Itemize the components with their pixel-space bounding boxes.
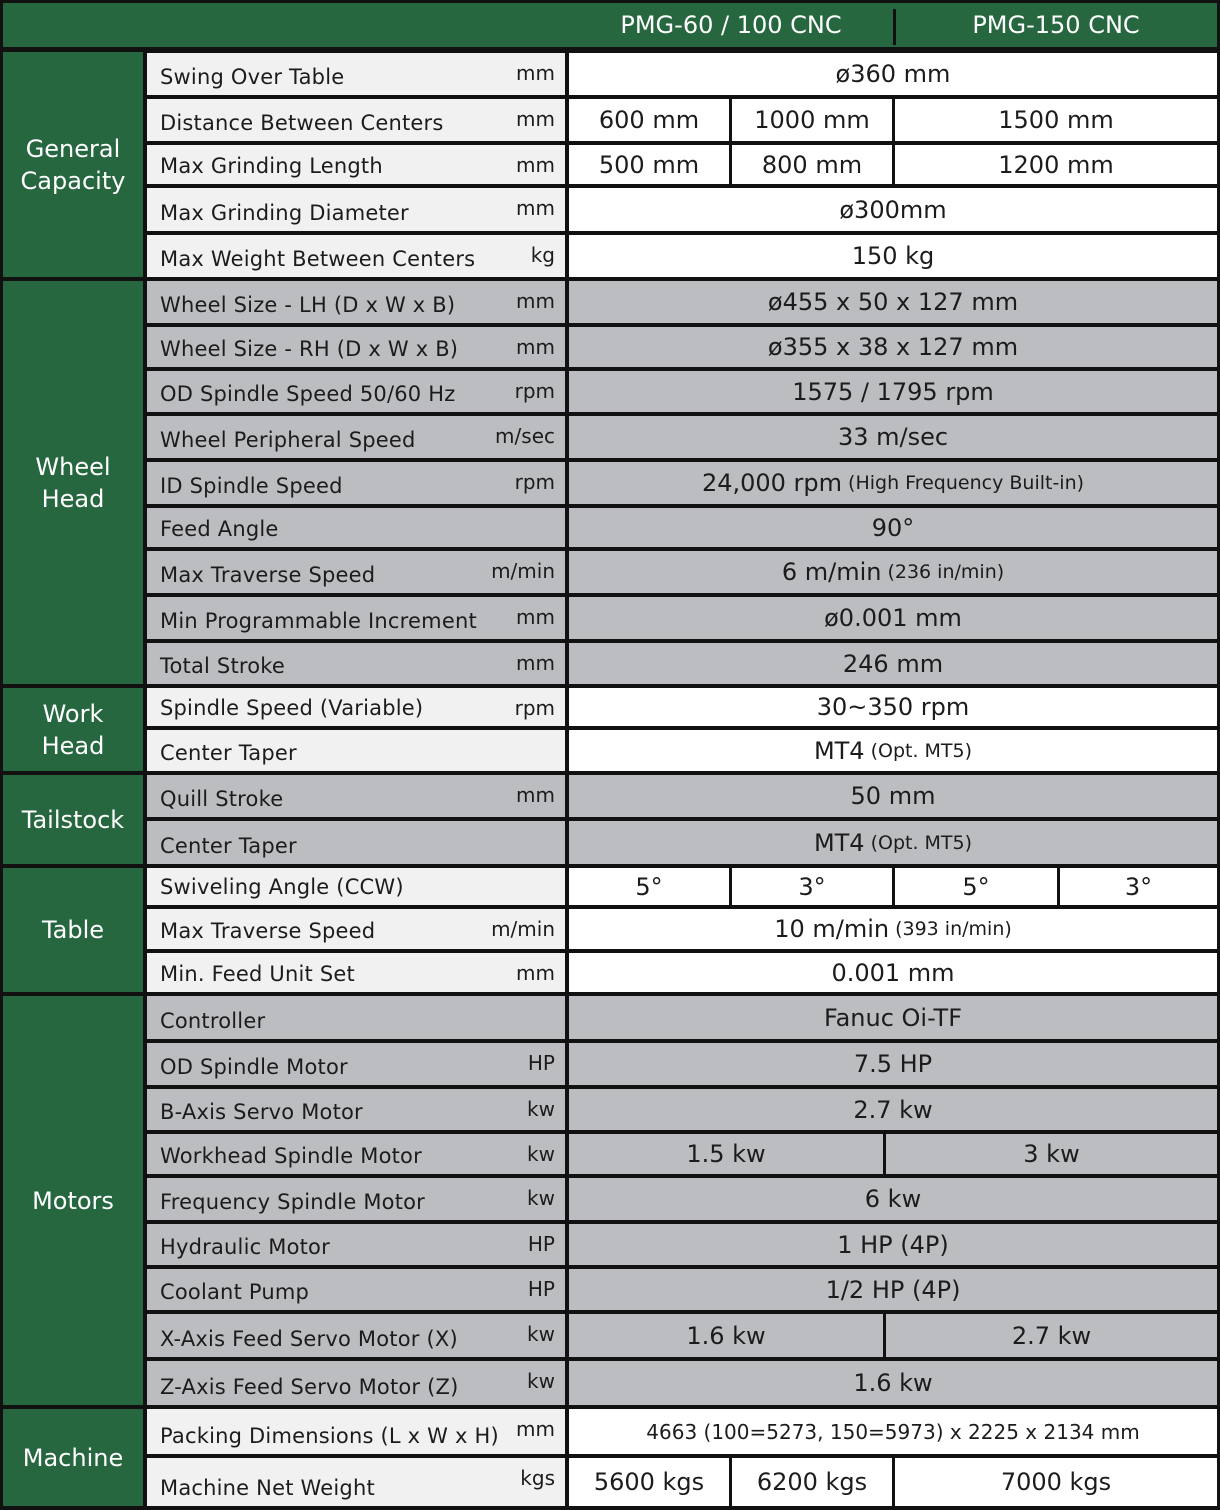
spec-row	[147, 1043, 1217, 1085]
spec-value-cell	[569, 1361, 1217, 1405]
spec-value: 500 mm	[598, 150, 700, 179]
spec-unit: HP	[527, 1051, 555, 1075]
spec-row	[147, 1089, 1217, 1130]
group-label-2: Work Head	[3, 688, 143, 771]
spec-value: 5600 kgs	[593, 1468, 705, 1496]
spec-label-cell	[147, 1409, 565, 1454]
spec-value-cell	[569, 775, 1217, 817]
spec-value: ø355 x 38 x 127 mm	[767, 333, 1019, 361]
spec-value-cell	[569, 730, 1217, 771]
spec-unit: m/sec	[495, 424, 555, 448]
spec-row	[147, 821, 1217, 864]
spec-value-cell	[1057, 868, 1217, 905]
spec-row	[147, 99, 1217, 141]
spec-values	[569, 281, 1217, 323]
spec-row	[147, 551, 1217, 593]
spec-unit: kgs	[520, 1466, 555, 1490]
spec-value: 800 mm	[761, 150, 863, 179]
spec-unit: kw	[527, 1322, 555, 1346]
spec-name: Center Taper	[160, 741, 297, 765]
spec-label-cell	[147, 188, 565, 231]
spec-row	[147, 643, 1217, 684]
spec-label-cell	[147, 1178, 565, 1220]
spec-value-note: (Opt. MT5)	[870, 831, 973, 854]
spec-value-cell	[569, 551, 1217, 593]
spec-unit: mm	[516, 335, 555, 359]
spec-name: Max Grinding Length	[160, 154, 383, 178]
spec-value-cell	[569, 99, 729, 141]
spec-value: 3°	[798, 872, 826, 901]
spec-label-cell	[147, 996, 565, 1039]
spec-label-cell	[147, 551, 565, 593]
spec-values	[569, 821, 1217, 864]
spec-row	[147, 327, 1217, 367]
spec-value: 1200 mm	[998, 150, 1114, 179]
spec-value-cell	[569, 909, 1217, 949]
spec-value: 1500 mm	[998, 106, 1114, 134]
spec-values	[569, 597, 1217, 639]
spec-label-cell	[147, 99, 565, 141]
spec-unit: mm	[516, 1417, 555, 1441]
spec-row	[147, 1224, 1217, 1265]
spec-value-cell	[569, 597, 1217, 639]
spec-name: Min. Feed Unit Set	[160, 962, 355, 986]
spec-value: ø0.001 mm	[824, 604, 962, 632]
spec-row	[147, 1178, 1217, 1220]
spec-value-cell	[892, 868, 1057, 905]
spec-row	[147, 235, 1217, 277]
spec-value: MT4	[813, 736, 865, 765]
spec-value: ø360 mm	[835, 60, 951, 88]
spec-value: Fanuc Oi-TF	[823, 1003, 963, 1032]
spec-value: 10 m/min	[774, 915, 890, 943]
spec-row	[147, 462, 1217, 504]
spec-row	[147, 1269, 1217, 1310]
spec-value-note: (236 in/min)	[887, 561, 1005, 583]
spec-name: Wheel Size - LH (D x W x B)	[160, 293, 456, 317]
spec-label-cell	[147, 1043, 565, 1085]
spec-row	[147, 508, 1217, 547]
spec-value-cell	[569, 281, 1217, 323]
spec-value-cell	[892, 145, 1217, 184]
spec-value-cell	[883, 1134, 1217, 1174]
spec-value: 5°	[962, 872, 990, 901]
spec-value-cell	[729, 145, 892, 184]
spec-values	[569, 188, 1217, 231]
spec-value-cell	[569, 508, 1217, 547]
spec-value: 1575 / 1795 rpm	[792, 377, 994, 406]
spec-unit: mm	[516, 651, 555, 675]
spec-label-cell	[147, 821, 565, 864]
spec-values	[569, 1178, 1217, 1220]
spec-value-cell	[569, 235, 1217, 277]
spec-label-cell	[147, 1361, 565, 1405]
spec-unit: kw	[527, 1369, 555, 1393]
spec-value: 33 m/sec	[837, 423, 949, 451]
spec-values	[569, 1089, 1217, 1130]
spec-values	[569, 996, 1217, 1039]
spec-name: Swing Over Table	[160, 65, 345, 89]
spec-value: 1.6 kw	[853, 1369, 933, 1397]
spec-value: 3°	[1124, 872, 1153, 901]
spec-value-cell	[892, 99, 1217, 141]
spec-row	[147, 953, 1217, 992]
group-label-6: Machine	[3, 1409, 143, 1506]
spec-values	[569, 730, 1217, 771]
spec-name: Packing Dimensions (L x W x H)	[160, 1424, 499, 1448]
spec-values	[569, 1043, 1217, 1085]
spec-value-cell	[569, 371, 1217, 412]
spec-value-cell	[569, 688, 1217, 726]
spec-label-cell	[147, 416, 565, 458]
spec-name: B-Axis Servo Motor	[160, 1100, 363, 1124]
spec-value-cell	[569, 643, 1217, 684]
spec-values	[569, 371, 1217, 412]
spec-unit: kw	[527, 1186, 555, 1210]
spec-value-cell	[569, 821, 1217, 864]
spec-label-cell	[147, 688, 565, 726]
spec-value-cell	[569, 953, 1217, 992]
spec-name: ID Spindle Speed	[160, 474, 343, 498]
spec-unit: mm	[516, 605, 555, 629]
spec-value-cell	[569, 1134, 883, 1174]
group-label-5: Motors	[3, 996, 143, 1405]
spec-label-cell	[147, 1134, 565, 1174]
spec-value-note: (High Frequency Built-in)	[848, 472, 1085, 494]
spec-value: 600 mm	[598, 106, 700, 134]
spec-value: 3 kw	[1023, 1140, 1080, 1168]
spec-label-cell	[147, 235, 565, 277]
spec-row	[147, 145, 1217, 184]
spec-value-cell	[569, 416, 1217, 458]
spec-value-cell	[729, 1458, 892, 1506]
spec-row	[147, 909, 1217, 949]
spec-value: 30~350 rpm	[816, 693, 970, 721]
spec-values	[569, 643, 1217, 684]
spec-value-cell	[569, 1314, 883, 1357]
spec-value: ø300mm	[839, 195, 947, 224]
spec-row	[147, 1361, 1217, 1405]
spec-values	[569, 53, 1217, 95]
spec-label-cell	[147, 1314, 565, 1357]
spec-row	[147, 281, 1217, 323]
spec-name: Coolant Pump	[160, 1280, 310, 1304]
spec-label-cell	[147, 597, 565, 639]
spec-unit: rpm	[514, 379, 555, 403]
spec-values	[569, 1361, 1217, 1405]
spec-values	[569, 688, 1217, 726]
spec-row	[147, 416, 1217, 458]
spec-name: Quill Stroke	[160, 787, 284, 811]
spec-label-cell	[147, 1224, 565, 1265]
spec-value-cell	[569, 53, 1217, 95]
spec-values	[569, 508, 1217, 547]
spec-name: OD Spindle Speed 50/60 Hz	[160, 382, 456, 406]
spec-label-cell	[147, 730, 565, 771]
spec-value: 1/2 HP (4P)	[825, 1275, 961, 1304]
spec-name: Wheel Size - RH (D x W x B)	[160, 337, 459, 361]
spec-values	[569, 909, 1217, 949]
spec-name: Wheel Peripheral Speed	[160, 428, 416, 452]
spec-label-cell	[147, 643, 565, 684]
spec-values	[569, 416, 1217, 458]
spec-row	[147, 688, 1217, 726]
spec-value: 0.001 mm	[831, 958, 955, 987]
spec-value: 246 mm	[842, 649, 944, 678]
spec-values	[569, 953, 1217, 992]
spec-name: Min Programmable Increment	[160, 609, 477, 633]
spec-value-cell	[569, 462, 1217, 504]
spec-row	[147, 597, 1217, 639]
column-header-pmg-150: PMG-150 CNC	[972, 11, 1140, 39]
spec-name: OD Spindle Motor	[160, 1055, 348, 1079]
spec-row	[147, 53, 1217, 95]
spec-value: 24,000 rpm	[701, 469, 843, 497]
spec-values	[569, 1224, 1217, 1265]
spec-row	[147, 730, 1217, 771]
spec-name: Feed Angle	[160, 517, 279, 541]
spec-values	[569, 327, 1217, 367]
spec-value: 2.7 kw	[1011, 1321, 1092, 1350]
spec-unit: HP	[527, 1232, 555, 1256]
spec-value: 6200 kgs	[756, 1468, 868, 1496]
spec-value-note: (393 in/min)	[895, 918, 1012, 940]
spec-value: MT4	[813, 828, 865, 857]
spec-name: Max Grinding Diameter	[160, 201, 409, 225]
spec-value: 6 m/min	[781, 558, 882, 586]
spec-value-cell	[569, 1178, 1217, 1220]
spec-label-cell	[147, 462, 565, 504]
spec-row	[147, 371, 1217, 412]
spec-unit: mm	[516, 289, 555, 313]
spec-unit: mm	[516, 107, 555, 131]
spec-unit: HP	[527, 1277, 555, 1301]
spec-unit: m/min	[491, 917, 555, 941]
spec-value-cell	[729, 99, 892, 141]
spec-values	[569, 775, 1217, 817]
spec-unit: rpm	[514, 696, 555, 720]
column-header-pmg-60-100: PMG-60 / 100 CNC	[620, 11, 842, 39]
spec-row	[147, 1134, 1217, 1174]
spec-name: X-Axis Feed Servo Motor (X)	[160, 1327, 458, 1351]
group-label-3: Tailstock	[3, 775, 143, 864]
spec-label-cell	[147, 775, 565, 817]
spec-value-cell	[729, 868, 892, 905]
spec-name: Max Traverse Speed	[160, 563, 376, 587]
spec-name: Spindle Speed (Variable)	[160, 696, 424, 720]
spec-values	[569, 1409, 1217, 1454]
spec-value-cell	[569, 188, 1217, 231]
spec-name: Z-Axis Feed Servo Motor (Z)	[160, 1375, 459, 1399]
spec-value-cell	[569, 996, 1217, 1039]
group-label-0: General Capacity	[3, 52, 143, 277]
spec-label-cell	[147, 145, 565, 184]
spec-value-cell	[569, 868, 729, 905]
spec-value: 4663 (100=5273, 150=5973) x 2225 x 2134 mm	[646, 1419, 1140, 1444]
spec-value: 1.6 kw	[686, 1321, 766, 1350]
spec-row	[147, 1314, 1217, 1357]
spec-unit: mm	[516, 961, 555, 985]
spec-row	[147, 1409, 1217, 1454]
spec-value-cell	[569, 1409, 1217, 1454]
spec-label-cell	[147, 371, 565, 412]
spec-name: Swiveling Angle (CCW)	[160, 875, 404, 899]
spec-row	[147, 996, 1217, 1039]
spec-label-cell	[147, 909, 565, 949]
spec-value-note: (Opt. MT5)	[870, 739, 973, 762]
spec-name: Hydraulic Motor	[160, 1235, 330, 1259]
group-label-1: Wheel Head	[3, 281, 143, 684]
spec-unit: mm	[516, 61, 555, 85]
spec-value: 2.7 kw	[853, 1095, 933, 1124]
spec-unit: rpm	[514, 470, 555, 494]
spec-values	[569, 145, 1217, 184]
spec-name: Total Stroke	[160, 654, 286, 678]
spec-value: 1.5 kw	[686, 1140, 766, 1168]
spec-values	[569, 99, 1217, 141]
spec-label-cell	[147, 327, 565, 367]
table-header	[3, 3, 1217, 47]
spec-name: Machine Net Weight	[160, 1476, 375, 1500]
spec-values	[569, 868, 1217, 905]
spec-unit: kg	[530, 243, 555, 267]
spec-unit: mm	[516, 196, 555, 220]
spec-value: 90°	[871, 513, 915, 542]
spec-values	[569, 1458, 1217, 1506]
spec-label-cell	[147, 1269, 565, 1310]
spec-unit: mm	[516, 783, 555, 807]
spec-value: 6 kw	[864, 1185, 922, 1213]
spec-unit: kw	[527, 1097, 555, 1121]
spec-name: Controller	[160, 1009, 266, 1033]
spec-name: Center Taper	[160, 834, 297, 858]
spec-value-cell	[569, 1043, 1217, 1085]
spec-label-cell	[147, 508, 565, 547]
spec-value-cell	[569, 1269, 1217, 1310]
spec-name: Frequency Spindle Motor	[160, 1190, 426, 1214]
spec-value: 7.5 HP	[853, 1050, 933, 1078]
spec-values	[569, 1134, 1217, 1174]
spec-unit: kw	[527, 1142, 555, 1166]
spec-unit: m/min	[491, 559, 555, 583]
spec-label-cell	[147, 281, 565, 323]
spec-label-cell	[147, 953, 565, 992]
spec-name: Distance Between Centers	[160, 111, 444, 135]
spec-value-cell	[569, 327, 1217, 367]
spec-name: Workhead Spindle Motor	[160, 1144, 422, 1168]
spec-value: 50 mm	[850, 782, 936, 810]
spec-label-cell	[147, 868, 565, 905]
group-label-4: Table	[3, 868, 143, 992]
spec-name: Max Weight Between Centers	[160, 247, 476, 271]
spec-value: 150 kg	[851, 242, 935, 270]
spec-values	[569, 462, 1217, 504]
spec-value-cell	[569, 1224, 1217, 1265]
spec-value-cell	[892, 1458, 1217, 1506]
spec-value: ø455 x 50 x 127 mm	[767, 288, 1019, 316]
spec-value: 1000 mm	[754, 106, 870, 134]
spec-value-cell	[569, 1089, 1217, 1130]
spec-value: 7000 kgs	[1000, 1468, 1112, 1496]
spec-row	[147, 1458, 1217, 1506]
spec-values	[569, 235, 1217, 277]
spec-label-cell	[147, 53, 565, 95]
spec-row	[147, 775, 1217, 817]
spec-name: Max Traverse Speed	[160, 919, 376, 943]
spec-row	[147, 868, 1217, 905]
spec-label-cell	[147, 1089, 565, 1130]
spec-values	[569, 1314, 1217, 1357]
spec-value: 5°	[635, 872, 663, 901]
spec-value-cell	[883, 1314, 1217, 1357]
spec-value-cell	[569, 145, 729, 184]
spec-row	[147, 188, 1217, 231]
spec-value-cell	[569, 1458, 729, 1506]
spec-values	[569, 551, 1217, 593]
spec-unit: mm	[516, 153, 555, 177]
spec-values	[569, 1269, 1217, 1310]
spec-label-cell	[147, 1458, 565, 1506]
spec-value: 1 HP (4P)	[837, 1230, 949, 1259]
